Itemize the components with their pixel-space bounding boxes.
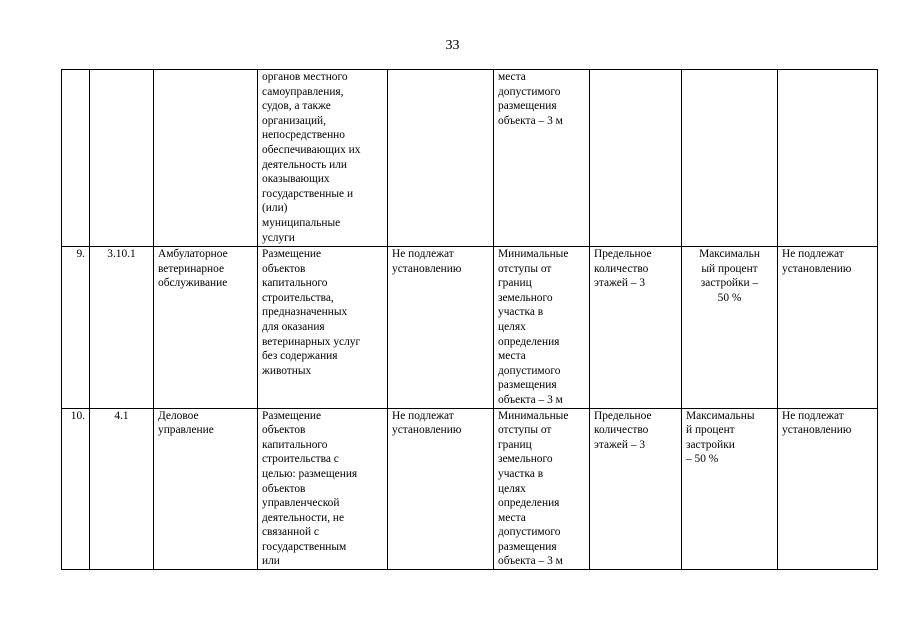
coverage-cell: Максимальн ый процент застройки – 50 % bbox=[682, 247, 778, 409]
setbacks-cell: Минимальные отступы от границ земельного участка в целях определения места допустимого размещения объекта – 3 м bbox=[494, 408, 590, 570]
use-code-cell: 3.10.1 bbox=[90, 247, 154, 409]
row-number-cell bbox=[62, 70, 90, 247]
use-description-cell: Размещение объектов капитального строительства, предназначенных для оказания ветеринарных услуг без содержания животных bbox=[258, 247, 388, 409]
use-code-cell bbox=[90, 70, 154, 247]
other-params-cell: Не подлежат установлению bbox=[778, 247, 878, 409]
use-description-cell: Размещение объектов капитального строительства с целью: размещения объектов управленческой деятельности, не связанной с государственным или bbox=[258, 408, 388, 570]
table-row bbox=[62, 408, 878, 570]
other-params-cell: Не подлежат установлению bbox=[778, 408, 878, 570]
row-number-cell: 10. bbox=[62, 408, 90, 570]
min-area-cell: Не подлежат установлению bbox=[388, 408, 494, 570]
zoning-regulations-table bbox=[61, 69, 878, 570]
table-row bbox=[62, 247, 878, 409]
use-code-cell: 4.1 bbox=[90, 408, 154, 570]
coverage-cell bbox=[682, 70, 778, 247]
min-area-cell: Не подлежат установлению bbox=[388, 247, 494, 409]
row-number-cell: 9. bbox=[62, 247, 90, 409]
setbacks-cell: Минимальные отступы от границ земельного участка в целях определения места допустимого размещения объекта – 3 м bbox=[494, 247, 590, 409]
use-name-cell: Деловое управление bbox=[154, 408, 258, 570]
floors-cell bbox=[590, 70, 682, 247]
coverage-cell: Максимальны й процент застройки – 50 % bbox=[682, 408, 778, 570]
page-number: 33 bbox=[445, 38, 460, 53]
floors-cell: Предельное количество этажей – 3 bbox=[590, 408, 682, 570]
use-description-cell: органов местного самоуправления, судов, а также организаций, непосредственно обеспечивающих их деятельность или оказывающих государственные и (или) муниципальные услуги bbox=[258, 70, 388, 247]
other-params-cell bbox=[778, 70, 878, 247]
table-row bbox=[62, 70, 878, 247]
floors-cell: Предельное количество этажей – 3 bbox=[590, 247, 682, 409]
setbacks-cell: места допустимого размещения объекта – 3 м bbox=[494, 70, 590, 247]
use-name-cell: Амбулаторное ветеринарное обслуживание bbox=[154, 247, 258, 409]
use-name-cell bbox=[154, 70, 258, 247]
min-area-cell bbox=[388, 70, 494, 247]
